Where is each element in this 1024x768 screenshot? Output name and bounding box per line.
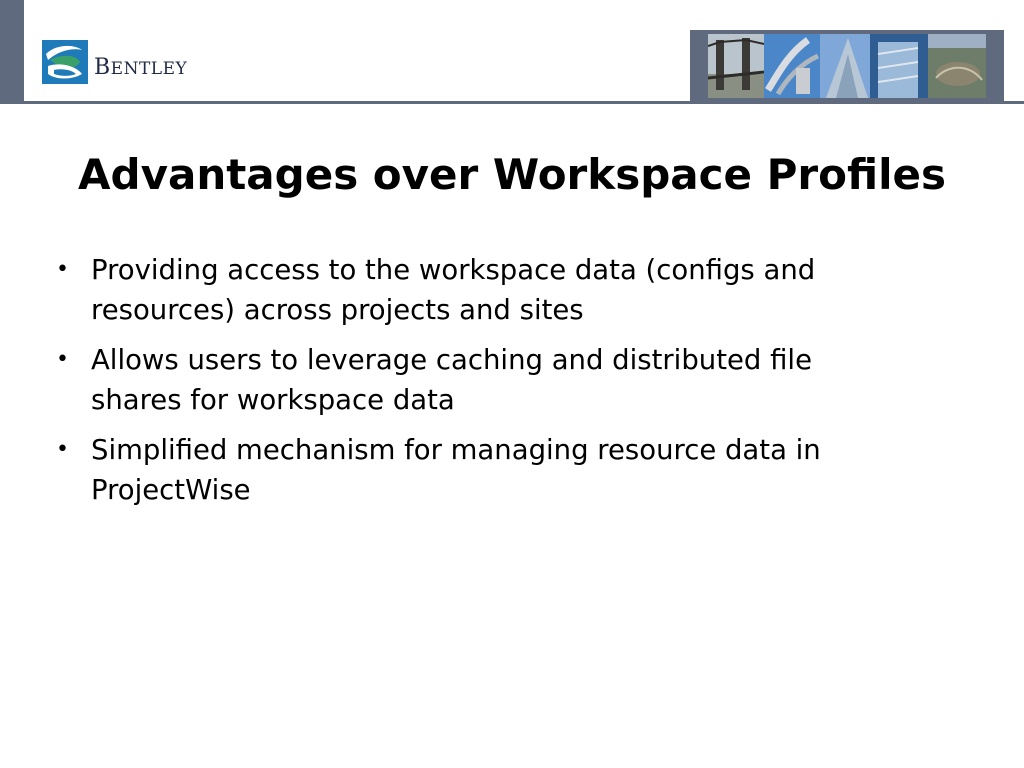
header-left-bar [0,0,24,101]
list-item: • Simplified mechanism for managing resource data in ProjectWise [50,430,910,510]
header-right-cap [1004,0,1024,101]
header-divider [0,101,1024,104]
bullet-icon: • [56,437,69,462]
slide-header [0,0,1024,104]
bentley-logo [42,40,202,84]
bullet-list [50,250,910,520]
list-item: • Providing access to the workspace data (configs and resources) across projects and sites [50,250,910,330]
engineering-photos-icon [708,34,986,98]
list-item: • Allows users to leverage caching and distributed file shares for workspace data [50,340,910,420]
bentley-b-icon [42,40,88,84]
bullet-icon: • [56,257,69,282]
logo-wordmark: BENTLEY [94,54,188,80]
slide-title: Advantages over Workspace Profiles [78,150,946,199]
bullet-icon: • [56,347,69,372]
